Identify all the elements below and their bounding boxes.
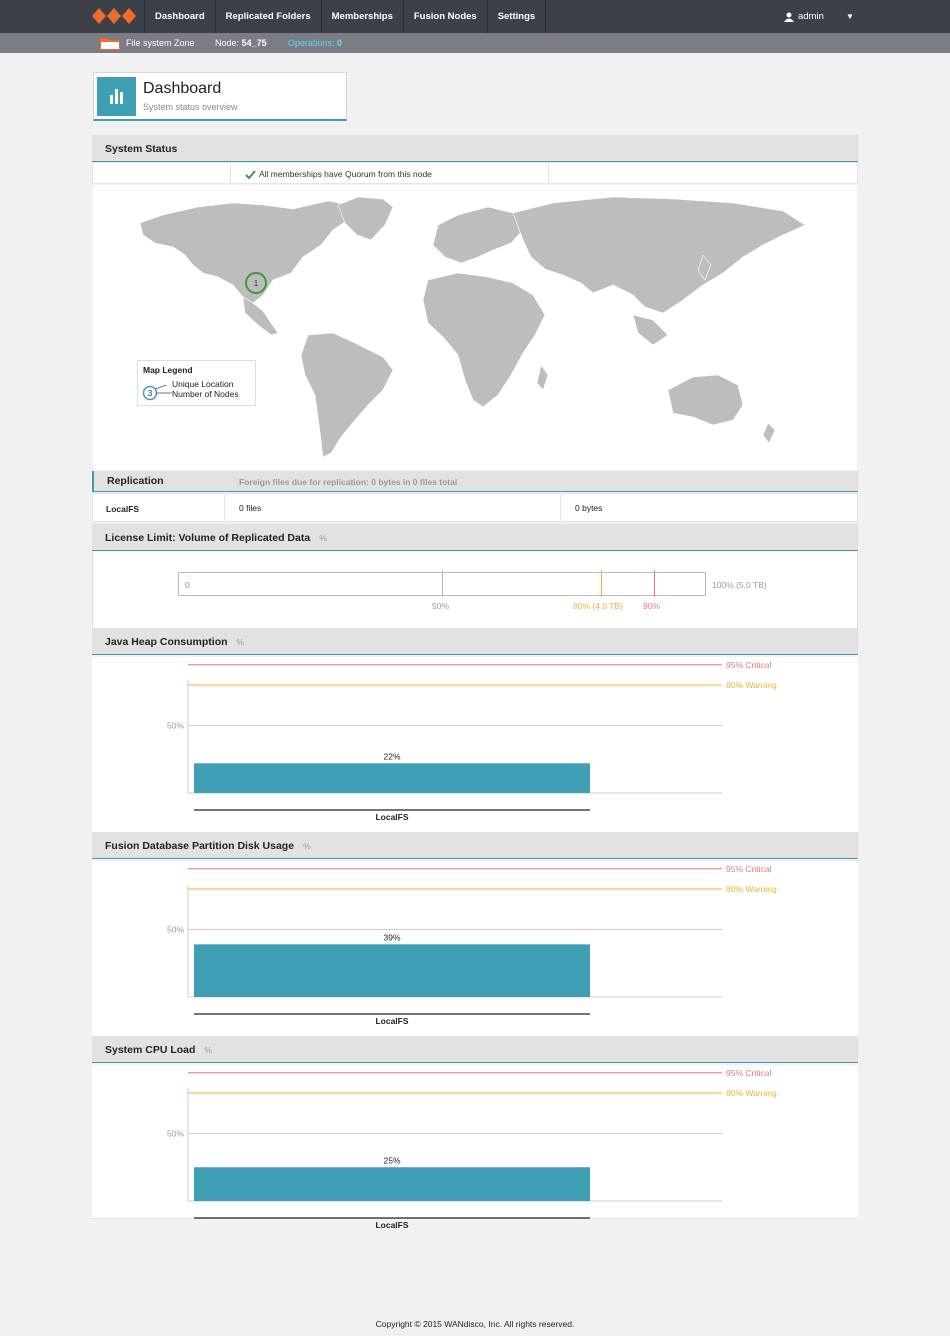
map-legend: [137, 360, 256, 406]
license-title-text: License Limit: Volume of Replicated Data: [105, 532, 311, 544]
operations-value: 0: [337, 38, 343, 48]
threshold-label-95: 95% Critical: [726, 863, 772, 874]
nav-fusion-nodes[interactable]: Fusion Nodes: [403, 0, 487, 33]
license-max-label: 100% (5.0 TB): [712, 580, 767, 590]
chart-unit-2: %: [204, 1045, 213, 1055]
replication-zone-name: LocalFS: [106, 504, 140, 514]
y-tick-label: 50%: [166, 924, 184, 935]
replication-title: Replication: [107, 475, 164, 487]
check-icon: [245, 170, 256, 179]
map-legend-title: Map Legend: [143, 365, 193, 375]
system-status-header: [92, 135, 858, 162]
footer-copyright: Copyright © 2015 WANdisco, Inc. All rights reserved.: [375, 1319, 575, 1329]
chart-title-text-1: Fusion Database Partition Disk Usage: [105, 840, 295, 852]
node-info: [215, 38, 267, 48]
y-tick-label: 50%: [166, 1128, 184, 1139]
bar-value-label: 39%: [383, 932, 401, 943]
nav-replicated-folders[interactable]: Replicated Folders: [215, 0, 321, 33]
main-nav: [144, 0, 546, 33]
bar-value-label: 25%: [383, 1155, 401, 1166]
license-usage-bar: [178, 572, 706, 596]
threshold-label-80: 80% Warning: [726, 884, 777, 894]
license-80-label: 80% (4.0 TB): [573, 601, 623, 611]
chart-header-0: [92, 628, 858, 655]
legend-marker-icon: [142, 385, 174, 401]
category-label: LocalFS: [375, 812, 409, 822]
license-50-line: [442, 570, 443, 597]
threshold-label-95: 95% Critical: [726, 659, 772, 670]
license-title: [105, 532, 327, 544]
legend-number-nodes: Number of Nodes: [172, 389, 239, 399]
zone-subbar: [0, 33, 950, 53]
license-usage-value: 0: [185, 580, 190, 590]
page-subtitle: System status overview: [143, 102, 238, 112]
bar-chart-icon: [97, 77, 136, 116]
license-unit: %: [319, 533, 327, 543]
chart-title-0: [105, 636, 244, 648]
replication-header: [92, 471, 858, 492]
operations-info[interactable]: [288, 38, 342, 48]
license-80-line: [601, 570, 602, 597]
world-map[interactable]: [93, 185, 857, 470]
user-menu[interactable]: [784, 0, 824, 33]
chart-panel-0: [92, 657, 858, 832]
legend-sample-count: 3: [147, 389, 153, 398]
user-icon: [784, 12, 794, 22]
y-tick-label: 50%: [166, 720, 184, 731]
license-90-line: [654, 570, 655, 597]
chart-title-text-2: System CPU Load: [105, 1044, 196, 1056]
chart-panel-1: [92, 861, 858, 1036]
wandisco-logo-icon[interactable]: [92, 5, 136, 27]
nav-dashboard[interactable]: Dashboard: [144, 0, 215, 33]
nav-settings[interactable]: Settings: [487, 0, 546, 33]
bar-localfs: [194, 763, 590, 793]
replication-row: [92, 493, 858, 522]
zone-name: File system Zone: [126, 38, 195, 48]
page-title: Dashboard: [143, 80, 222, 97]
folder-icon: [100, 36, 120, 50]
system-status-title: System Status: [105, 143, 178, 155]
user-dropdown-caret-icon[interactable]: ▼: [846, 12, 854, 21]
chart-title-1: [105, 840, 311, 852]
threshold-label-80: 80% Warning: [726, 1088, 777, 1098]
chart-svg-2: [92, 1065, 858, 1240]
chart-title-text-0: Java Heap Consumption: [105, 636, 228, 648]
chart-unit-0: %: [236, 637, 245, 647]
quorum-message: All memberships have Quorum from this node: [259, 169, 432, 179]
quorum-status-row: [92, 162, 858, 184]
replication-summary: Foreign files due for replication: 0 bytes in 0 files total: [239, 477, 458, 487]
category-label: LocalFS: [375, 1220, 409, 1230]
chart-svg-0: [92, 657, 858, 832]
user-name: admin: [798, 11, 824, 22]
chart-unit-1: %: [303, 841, 311, 851]
bar-localfs: [194, 1167, 590, 1201]
license-50-label: 50%: [432, 601, 450, 611]
operations-label: Operations:: [288, 38, 335, 48]
category-label: LocalFS: [375, 1016, 409, 1026]
top-navbar: [0, 0, 950, 33]
world-map-graphic: [93, 185, 857, 470]
page-header-card: [93, 72, 347, 121]
nav-memberships[interactable]: Memberships: [321, 0, 403, 33]
chart-header-1: [92, 832, 858, 859]
chart-title-2: [105, 1044, 212, 1056]
replication-bytes: 0 bytes: [575, 503, 603, 513]
legend-unique-location: Unique Location: [172, 379, 234, 389]
chart-panel-2: [92, 1065, 858, 1230]
map-marker-count: 1: [253, 279, 259, 288]
bar-value-label: 22%: [383, 751, 401, 762]
replication-files: 0 files: [224, 494, 561, 521]
zone-selector[interactable]: [100, 36, 195, 50]
bar-localfs: [194, 944, 590, 997]
license-90-label: 90%: [643, 601, 661, 611]
threshold-label-95: 95% Critical: [726, 1067, 772, 1078]
chart-header-2: [92, 1036, 858, 1063]
node-label: Node:: [215, 38, 240, 48]
node-value: 54_75: [241, 38, 267, 48]
threshold-label-80: 80% Warning: [726, 680, 777, 690]
chart-svg-1: [92, 861, 858, 1036]
license-header: [92, 524, 858, 551]
